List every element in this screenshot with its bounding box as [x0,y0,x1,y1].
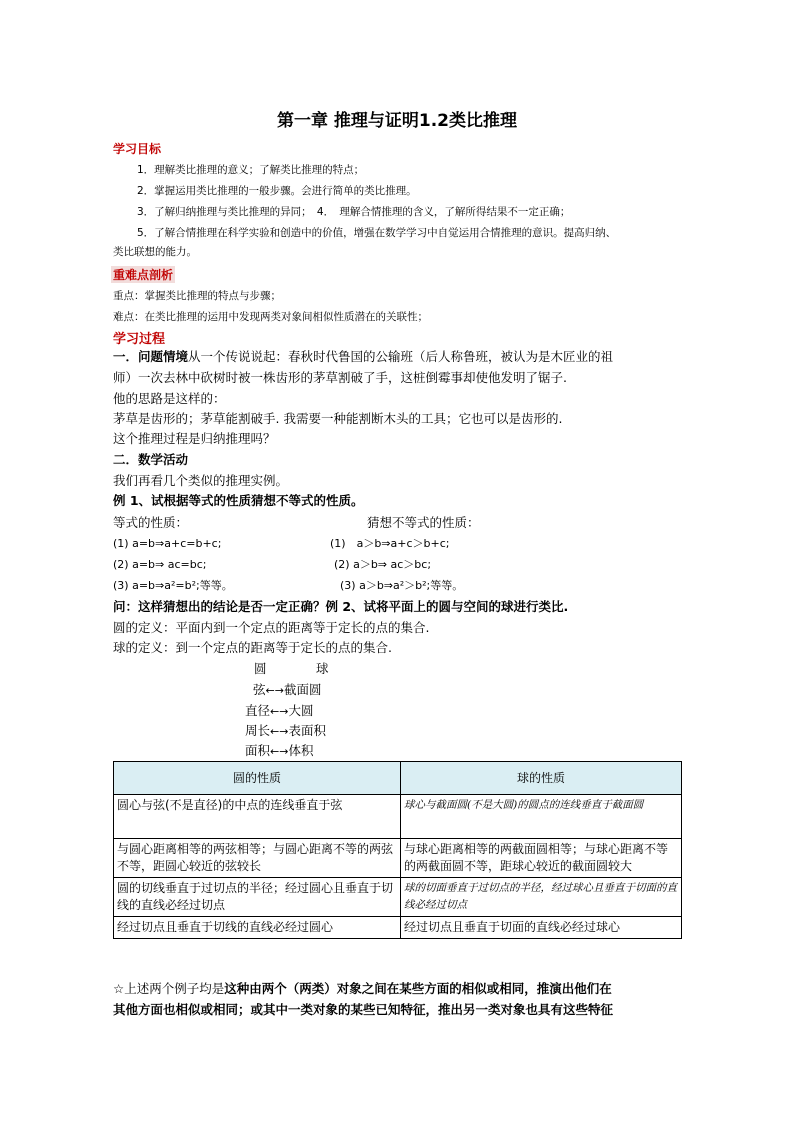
table-cell: 经过切点且垂直于切面的直线必经过球心 [401,917,682,939]
inequality-3: (3) a＞b⇒a²＞b²;等等。 [340,579,464,592]
summary-line-1 [113,980,612,997]
section-1-label: 一．问题情境 [113,349,189,364]
section-1-text-e: 这个推理过程是归纳推理吗？ [113,431,276,446]
equation-2: (2) a=b⇒ ac=bc; [113,558,207,571]
analogy-left: 面积 [245,743,271,758]
double-arrow-icon: ←→ [265,684,284,697]
section-1-text-c: 他的思路是这样的： [113,391,226,406]
equation-1: (1) a=b⇒a+c=b+c; [113,537,222,550]
summary-text: 这种由两个（两类）对象之间在某些方面的相似或相同，推演出他们在 [224,981,612,996]
objective-item: 类比联想的能力。 [113,246,197,258]
analogy-left: 直径 [245,703,271,718]
question-line: 问：这样猜想出的结论是否一定正确？例 2、试将平面上的圆与空间的球进行类比. [113,599,569,614]
analogy-right: 体积 [288,743,314,758]
focus-text: 重点：掌握类比推理的特点与步骤； [113,290,281,302]
summary-lead: ☆上述两个例子均是 [113,981,225,996]
section-1-text: 从一个传说说起：春秋时代鲁国的公输班（后人称鲁班，被认为是木匠业的祖 [188,349,614,364]
table-cell: 圆的切线垂直于过切点的半径；经过圆心且垂直于切线的直线必经过切点 [114,878,401,917]
table-header-row [114,762,682,795]
table-cell: 圆心与弦(不是直径)的中点的连线垂直于弦 [114,795,401,839]
double-arrow-icon: ←→ [270,745,289,758]
objective-item: 2．掌握运用类比推理的一般步骤。会进行简单的类比推理。 [137,185,417,197]
objective-item: 5．了解合情推理在科学实验和创造中的价值，增强在数学学习中自觉运用合情推理的意识。提高归纳、 [137,227,617,239]
objectives-heading: 学习目标 [113,142,162,156]
inequality-2: (2) a＞b⇒ ac＞bc; [334,558,432,571]
table-row [114,839,682,878]
column-header: 球的性质 [401,762,682,795]
example-1: 例 1、试根据等式的性质猜想不等式的性质。 [113,493,364,508]
page-title: 第一章 推理与证明1.2类比推理 [276,111,518,131]
section-2-label: 二．数学活动 [113,452,189,467]
objective-item: 3．了解归纳推理与类比推理的异同； 4． 理解合情推理的含义，了解所得结果不一定正确； [137,206,571,218]
analogy-right: 表面积 [288,723,326,738]
inequality-heading: 猜想不等式的性质： [367,515,480,530]
analogy-right: 球 [316,661,329,676]
table-row [114,917,682,939]
table-cell: 经过切点且垂直于切线的直线必经过圆心 [114,917,401,939]
difficulty-text: 难点：在类比推理的运用中发现两类对象间相似性质潜在的关联性； [113,311,428,323]
analogy-left: 弦 [253,682,266,697]
analogy-row [253,681,321,699]
analogy-left: 周长 [245,723,271,738]
analogy-right: 截面圆 [283,682,322,697]
table-row [114,795,682,839]
section-2-text: 我们再看几个类似的推理实例。 [113,473,289,488]
section-1-text-d: 茅草是齿形的；茅草能割破手. 我需要一种能割断木头的工具；它也可以是齿形的. [113,411,563,426]
table-row [114,878,682,917]
properties-table [113,761,682,939]
section-1-line [113,348,613,365]
double-arrow-icon: ←→ [270,725,289,738]
analogy-row [245,742,313,760]
circle-definition: 圆的定义：平面内到一个定点的距离等于定长的点的集合. [113,620,430,635]
table-cell: 球的切面垂直于过切点的半径，经过球心且垂直于切面的直线必经过切点 [401,878,682,917]
objective-item: 1．理解类比推理的意义；了解类比推理的特点； [137,164,365,176]
key-points-heading: 重难点剖析 [113,268,174,282]
sphere-definition: 球的定义：到一个定点的距离等于定长的点的集合. [113,640,392,655]
inequality-1: (1) a＞b⇒a+c＞b+c; [330,537,450,550]
analogy-left: 圆 [254,661,267,676]
section-1-text-b: 师）一次去林中砍树时被一株齿形的茅草割破了手，这桩倒霉事却使他发明了锯子. [113,370,567,385]
equation-heading: 等式的性质： [113,515,189,530]
analogy-row [245,702,313,720]
table-cell: 与圆心距离相等的两弦相等；与圆心距离不等的两弦不等，距圆心较近的弦较长 [114,839,401,878]
table-cell: 球心与截面圆(不是大圆)的圆点的连线垂直于截面圆 [401,795,682,839]
summary-line-2: 其他方面也相似或相同；或其中一类对象的某些已知特征，推出另一类对象也具有这些特征 [113,1002,614,1017]
double-arrow-icon: ←→ [270,705,289,718]
process-heading: 学习过程 [113,332,166,347]
column-header: 圆的性质 [114,762,401,795]
equation-3: (3) a=b⇒a²=b²;等等。 [113,579,233,592]
table-cell: 与球心距离相等的两截面圆相等；与球心距离不等的两截面圆不等，距球心较近的截面圆较大 [401,839,682,878]
analogy-row [245,722,326,740]
analogy-right: 大圆 [288,703,314,718]
